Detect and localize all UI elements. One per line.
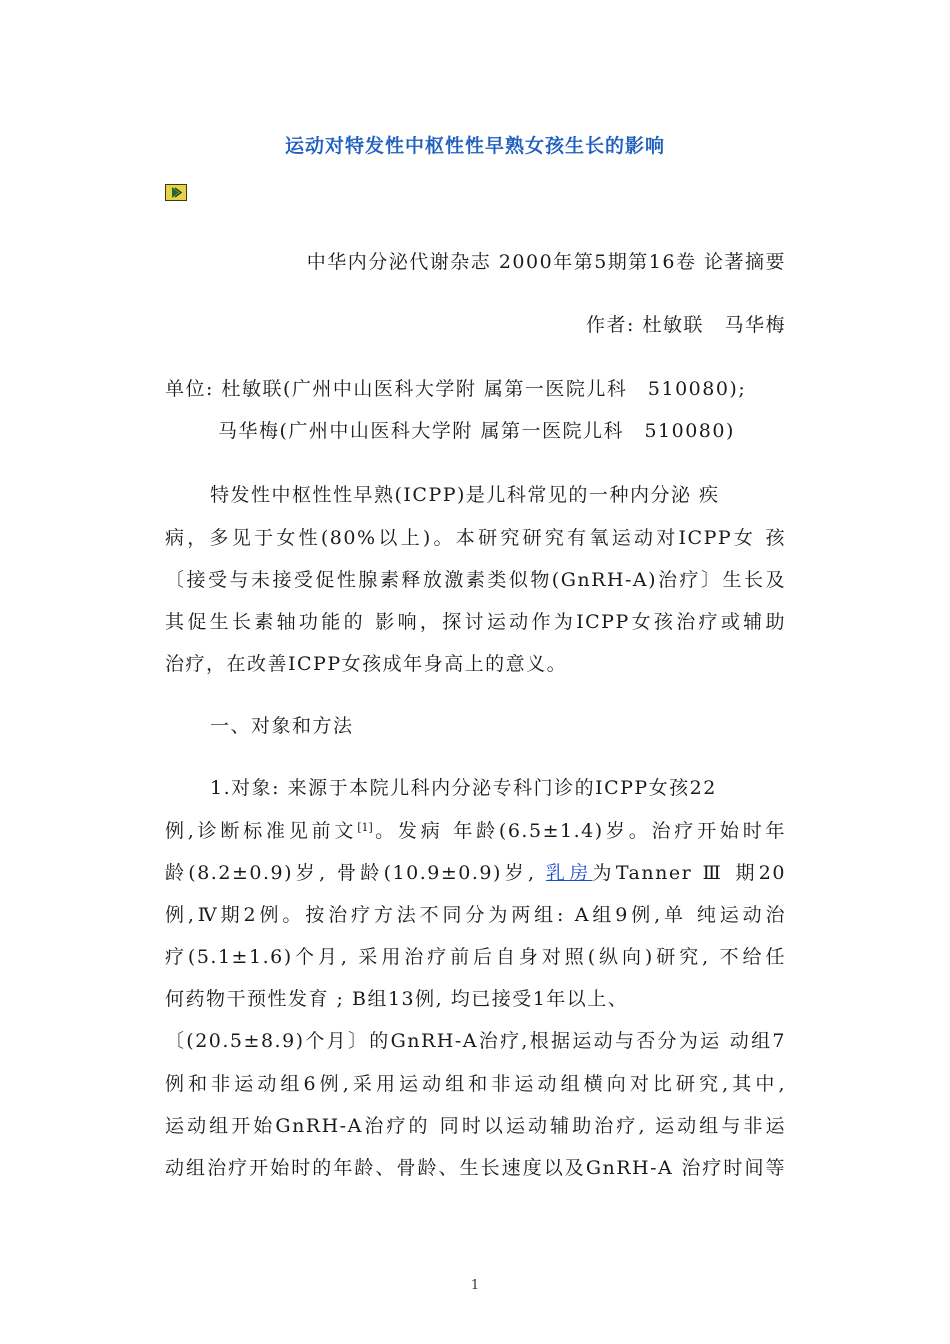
methods-line: 例,Ⅳ期2例。按治疗方法不同分为两组: A组9例,单 纯运动治: [165, 904, 786, 926]
intro-line: 其促生长素轴功能的 影响，探讨运动作为ICPP女孩治疗或辅助: [165, 611, 786, 633]
page-number: 1: [470, 1278, 480, 1293]
methods-line: 何药物干预性发育 ; B组13例, 均已接受1年以上、: [165, 988, 629, 1010]
document-link-icon[interactable]: [165, 184, 187, 201]
breast-link[interactable]: 乳房: [545, 862, 593, 884]
citation-ref[interactable]: [1]: [357, 821, 373, 834]
intro-line: 特发性中枢性性早熟(ICPP)是儿科常见的一种内分泌 疾: [210, 484, 720, 506]
intro-line: 病，多见于女性(80%以上)。本研究研究有氧运动对ICPP女 孩: [165, 527, 786, 549]
intro-line: 治疗，在改善ICPP女孩成年身高上的意义。: [165, 653, 568, 675]
article-title: 运动对特发性中枢性性早熟女孩生长的影响: [284, 135, 665, 157]
methods-line: 例,诊断标准见前文[1]。发病 年龄(6.5±1.4)岁。治疗开始时年: [165, 820, 786, 842]
methods-line: 1.对象: 来源于本院儿科内分泌专科门诊的ICPP女孩22: [210, 777, 717, 799]
methods-line: 动组治疗开始时的年龄、骨龄、生长速度以及GnRH-A 治疗时间等: [165, 1157, 786, 1179]
affiliation-line-2: 马华梅(广州中山医科大学附 属第一医院儿科 510080): [218, 420, 735, 442]
methods-line: 〔(20.5±8.9)个月〕的GnRH-A治疗,根据运动与否分为运 动组7: [165, 1030, 786, 1052]
methods-line: 龄(8.2±0.9)岁, 骨龄(10.9±0.9)岁, 乳房为Tanner Ⅲ 期20: [165, 862, 786, 884]
author-line: 作者: 杜敏联 马华梅: [586, 314, 786, 336]
methods-line: 例和非运动组6例,采用运动组和非运动组横向对比研究,其中,: [165, 1073, 786, 1095]
affiliation-line-1: 单位: 杜敏联(广州中山医科大学附 属第一医院儿科 510080);: [165, 378, 747, 400]
journal-source: 中华内分泌代谢杂志 2000年第5期第16卷 论著摘要: [306, 251, 786, 273]
intro-line: 〔接受与未接受促性腺素释放激素类似物(GnRH-A)治疗〕生长及: [165, 569, 786, 591]
section-heading: 一、对象和方法: [210, 715, 354, 737]
methods-line: 疗(5.1±1.6)个月, 采用治疗前后自身对照(纵向)研究, 不给任: [165, 946, 786, 968]
methods-line: 运动组开始GnRH-A治疗的 同时以运动辅助治疗, 运动组与非运: [165, 1115, 786, 1137]
